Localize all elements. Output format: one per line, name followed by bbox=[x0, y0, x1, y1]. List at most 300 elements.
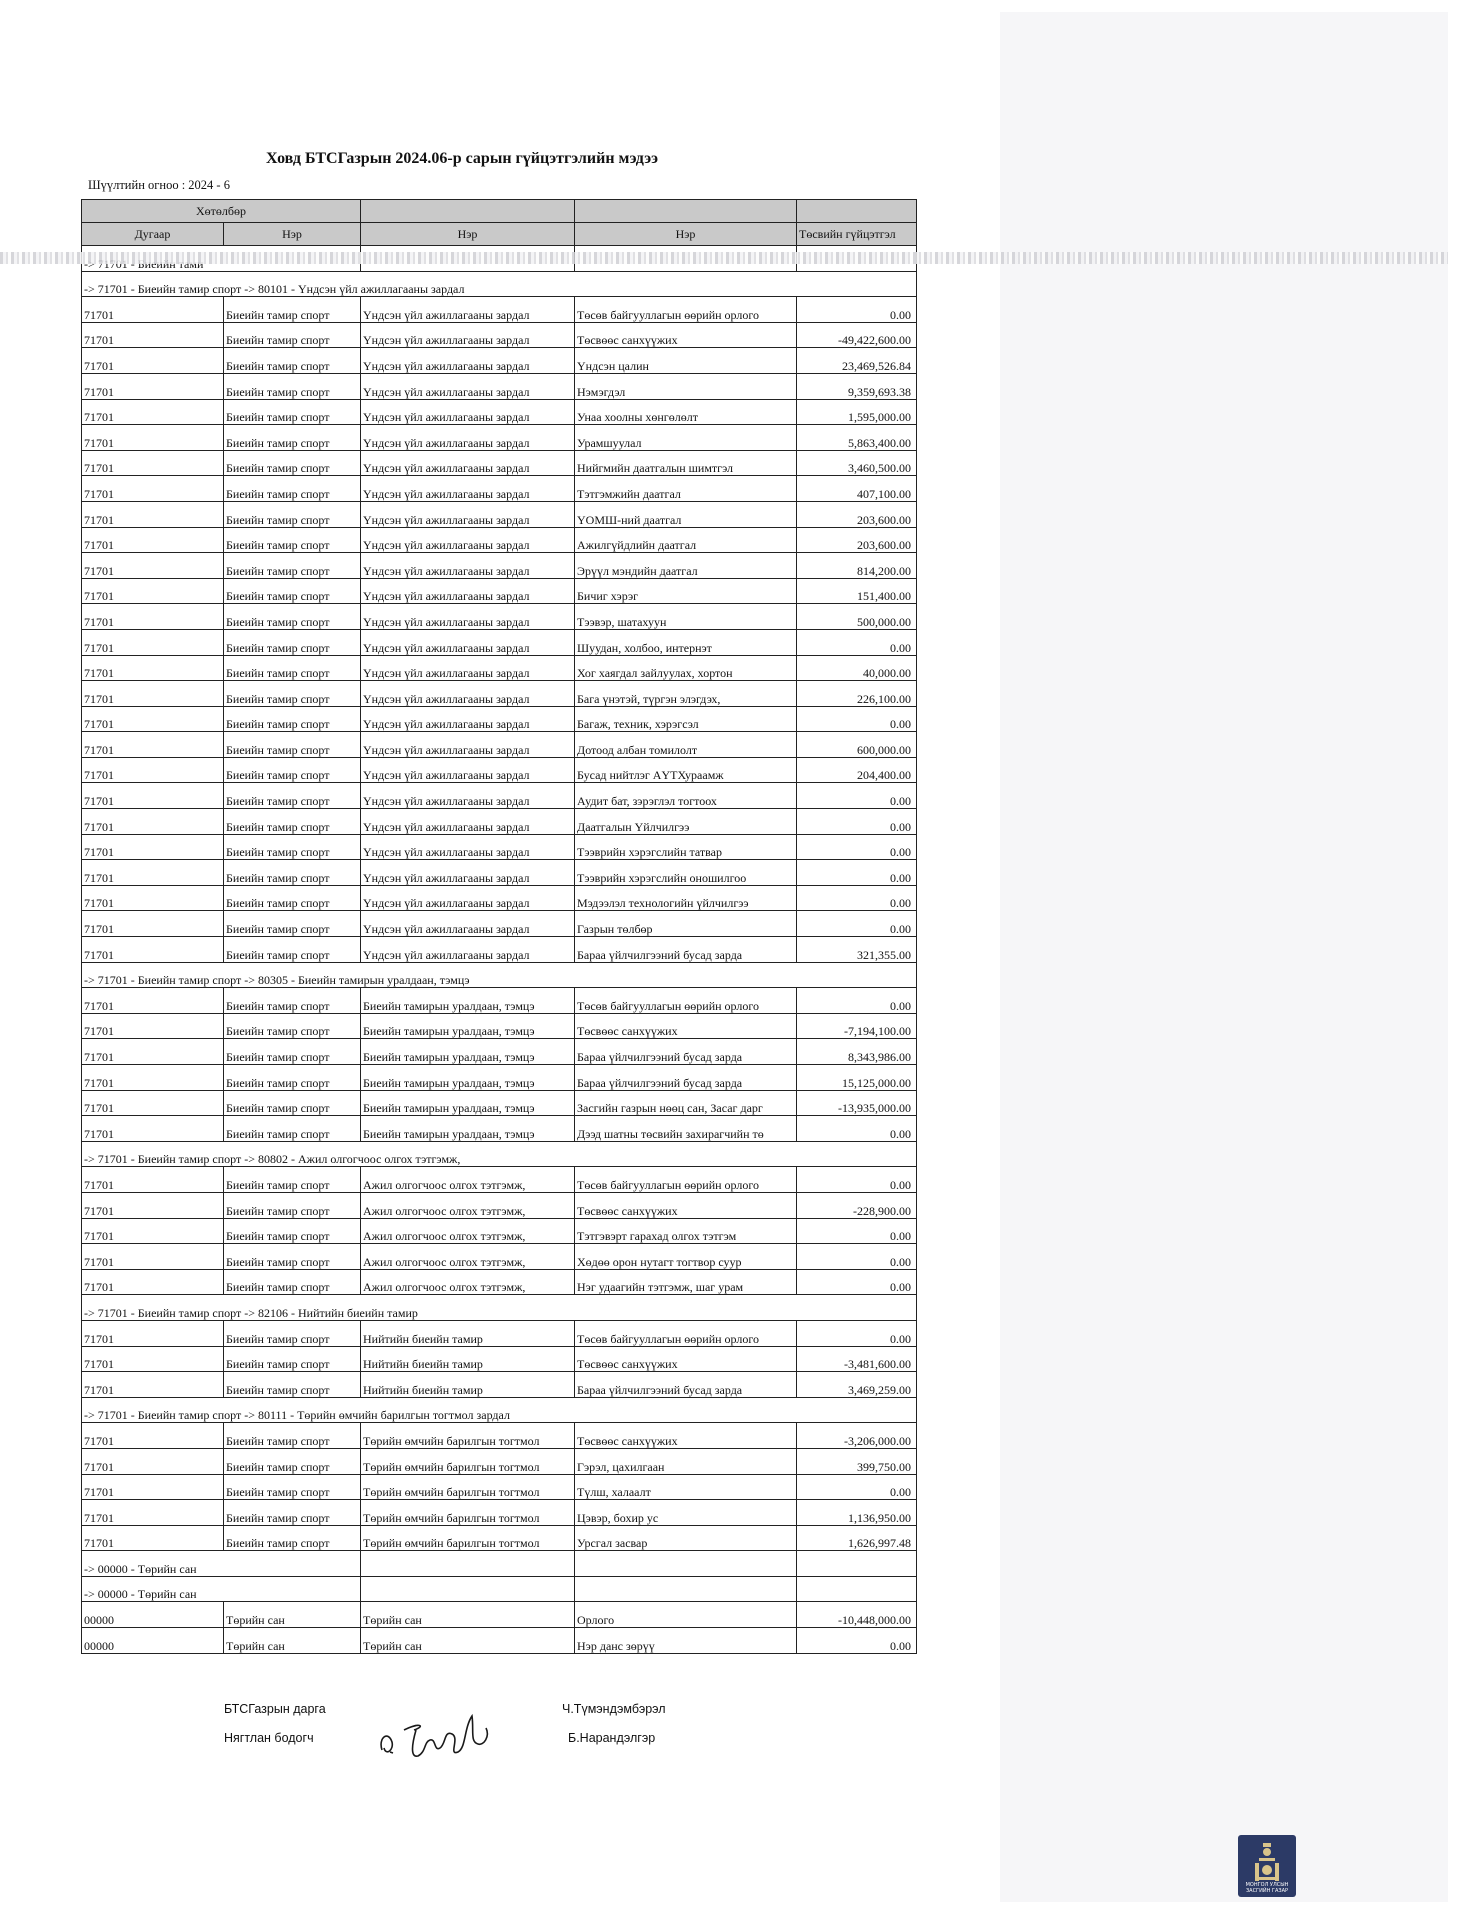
cell-amount: 0.00 bbox=[797, 1218, 917, 1244]
cell-program: Төрийн сан bbox=[224, 1628, 361, 1654]
cell-activity: Төрийн өмчийн барилгын тогтмол bbox=[361, 1448, 575, 1474]
cell-activity: Биеийн тамирын уралдаан, тэмцэ bbox=[361, 1039, 575, 1065]
cell-item: Үндсэн цалин bbox=[575, 348, 797, 374]
cell-item: Хог хаягдал зайлуулах, хортон bbox=[575, 655, 797, 681]
cell-code: 71701 bbox=[82, 1192, 224, 1218]
cell-activity: Биеийн тамирын уралдаан, тэмцэ bbox=[361, 1090, 575, 1116]
cell-code: 71701 bbox=[82, 1474, 224, 1500]
cell-amount: 151,400.00 bbox=[797, 578, 917, 604]
cell-item: Бараа үйлчилгээний бусад зарда bbox=[575, 1039, 797, 1065]
cell-amount: 9,359,693.38 bbox=[797, 373, 917, 399]
cell-amount: 407,100.00 bbox=[797, 476, 917, 502]
cell-activity: Үндсэн үйл ажиллагааны зардал bbox=[361, 655, 575, 681]
table-row bbox=[82, 1013, 917, 1039]
table-row bbox=[82, 1423, 917, 1449]
cell-amount: 0.00 bbox=[797, 885, 917, 911]
cell-amount: -49,422,600.00 bbox=[797, 322, 917, 348]
header-blank bbox=[575, 200, 797, 223]
cell-activity: Төрийн өмчийн барилгын тогтмол bbox=[361, 1500, 575, 1526]
table-row bbox=[82, 1525, 917, 1551]
table-row bbox=[82, 732, 917, 758]
cell-program: Биеийн тамир спорт bbox=[224, 1474, 361, 1500]
group-label: -> 71701 - Биеийн тамир спорт -> 80111 - Төрийн өмчийн барилгын тогтмол зардал bbox=[82, 1397, 917, 1423]
cell-program: Биеийн тамир спорт bbox=[224, 1116, 361, 1142]
cell-code: 71701 bbox=[82, 681, 224, 707]
cell-program: Биеийн тамир спорт bbox=[224, 373, 361, 399]
filter-date: Шүүлтийн огноо : 2024 - 6 bbox=[88, 178, 230, 192]
cell-activity: Үндсэн үйл ажиллагааны зардал bbox=[361, 706, 575, 732]
cell-activity: Нийтийн биеийн тамир bbox=[361, 1346, 575, 1372]
cell-program: Биеийн тамир спорт bbox=[224, 1448, 361, 1474]
cell-program: Биеийн тамир спорт bbox=[224, 911, 361, 937]
cell-activity: Нийтийн биеийн тамир bbox=[361, 1372, 575, 1398]
cell-program: Биеийн тамир спорт bbox=[224, 1320, 361, 1346]
cell-program: Биеийн тамир спорт bbox=[224, 988, 361, 1014]
table-row bbox=[82, 1269, 917, 1295]
cell-amount: 0.00 bbox=[797, 706, 917, 732]
cell-item: Тэтгэмжийн даатгал bbox=[575, 476, 797, 502]
cell-code: 71701 bbox=[82, 348, 224, 374]
cell-amount: 600,000.00 bbox=[797, 732, 917, 758]
header-name: Нэр bbox=[575, 223, 797, 246]
cell-amount: 0.00 bbox=[797, 860, 917, 886]
table-row bbox=[82, 1167, 917, 1193]
cell-program: Биеийн тамир спорт bbox=[224, 681, 361, 707]
cell-code: 71701 bbox=[82, 732, 224, 758]
signer-name-accountant: Б.Нарандэлгэр bbox=[568, 1731, 656, 1745]
table-row bbox=[82, 681, 917, 707]
cell-program: Биеийн тамир спорт bbox=[224, 834, 361, 860]
cell-program: Биеийн тамир спорт bbox=[224, 604, 361, 630]
cell-program: Биеийн тамир спорт bbox=[224, 1192, 361, 1218]
cell-program: Биеийн тамир спорт bbox=[224, 425, 361, 451]
cell-program: Биеийн тамир спорт bbox=[224, 1167, 361, 1193]
cell-code: 71701 bbox=[82, 1525, 224, 1551]
signer-name-director: Ч.Түмэндэмбэрэл bbox=[562, 1702, 666, 1716]
cell-code: 71701 bbox=[82, 1013, 224, 1039]
table-row bbox=[82, 578, 917, 604]
cell-program: Биеийн тамир спорт bbox=[224, 1500, 361, 1526]
cell-program: Биеийн тамир спорт bbox=[224, 1423, 361, 1449]
cell-item: Тэтгэвэрт гарахад олгох тэтгэм bbox=[575, 1218, 797, 1244]
cell-program: Биеийн тамир спорт bbox=[224, 1525, 361, 1551]
group-label: -> 71701 - Биеийн тамир спорт -> 82106 - Нийтийн биеийн тамир bbox=[82, 1295, 917, 1321]
cell-item: Шуудан, холбоо, интернэт bbox=[575, 629, 797, 655]
cell-program: Биеийн тамир спорт bbox=[224, 1244, 361, 1270]
cell-code: 71701 bbox=[82, 1039, 224, 1065]
cell-activity: Үндсэн үйл ажиллагааны зардал bbox=[361, 937, 575, 963]
cell-amount: 0.00 bbox=[797, 1116, 917, 1142]
cell-amount: 0.00 bbox=[797, 783, 917, 809]
cell-code: 71701 bbox=[82, 399, 224, 425]
cell-code: 71701 bbox=[82, 578, 224, 604]
cell-program: Биеийн тамир спорт bbox=[224, 553, 361, 579]
table-row bbox=[82, 783, 917, 809]
header-program: Хөтөлбөр bbox=[82, 200, 361, 223]
document-title: Ховд БТСГазрын 2024.06-р сарын гүйцэтгэлийн мэдээ bbox=[266, 150, 659, 167]
cell-activity: Ажил олгогчоос олгох тэтгэмж, bbox=[361, 1218, 575, 1244]
cell-activity: Биеийн тамирын уралдаан, тэмцэ bbox=[361, 1065, 575, 1091]
table-row bbox=[82, 1039, 917, 1065]
cell-item: Нэмэгдэл bbox=[575, 373, 797, 399]
cell-program: Биеийн тамир спорт bbox=[224, 1346, 361, 1372]
cell-item: Бараа үйлчилгээний бусад зарда bbox=[575, 937, 797, 963]
cell-code: 71701 bbox=[82, 1346, 224, 1372]
table-header-program-row bbox=[82, 200, 917, 223]
group-label: -> 71701 - Биеийн тамир спорт -> 80305 - Биеийн тамирын уралдаан, тэмцэ bbox=[82, 962, 917, 988]
cell-activity: Биеийн тамирын уралдаан, тэмцэ bbox=[361, 1013, 575, 1039]
cell-code: 71701 bbox=[82, 1448, 224, 1474]
cell-amount: 23,469,526.84 bbox=[797, 348, 917, 374]
cell-amount: 0.00 bbox=[797, 809, 917, 835]
cell-item: Төсөв байгууллагын өөрийн орлого bbox=[575, 1320, 797, 1346]
cell-amount: -3,206,000.00 bbox=[797, 1423, 917, 1449]
cell-amount: 0.00 bbox=[797, 629, 917, 655]
group-header-row bbox=[82, 271, 917, 297]
cell-amount: 399,750.00 bbox=[797, 1448, 917, 1474]
subtotal-row bbox=[82, 1576, 917, 1602]
table-row bbox=[82, 1065, 917, 1091]
cell-amount: 3,469,259.00 bbox=[797, 1372, 917, 1398]
empty-cell bbox=[361, 1576, 575, 1602]
cell-code: 71701 bbox=[82, 988, 224, 1014]
cell-activity: Төрийн өмчийн барилгын тогтмол bbox=[361, 1525, 575, 1551]
cell-program: Биеийн тамир спорт bbox=[224, 655, 361, 681]
cell-amount: 814,200.00 bbox=[797, 553, 917, 579]
government-emblem bbox=[1238, 1835, 1296, 1897]
cell-activity: Үндсэн үйл ажиллагааны зардал bbox=[361, 297, 575, 323]
cell-amount: 204,400.00 bbox=[797, 757, 917, 783]
cell-activity: Биеийн тамирын уралдаан, тэмцэ bbox=[361, 988, 575, 1014]
cell-code: 71701 bbox=[82, 1218, 224, 1244]
cell-item: Гэрэл, цахилгаан bbox=[575, 1448, 797, 1474]
cell-program: Төрийн сан bbox=[224, 1602, 361, 1628]
cell-item: Засгийн газрын нөөц сан, Засаг дарг bbox=[575, 1090, 797, 1116]
performance-table bbox=[81, 199, 917, 1654]
cell-code: 71701 bbox=[82, 1090, 224, 1116]
cell-activity: Үндсэн үйл ажиллагааны зардал bbox=[361, 450, 575, 476]
cell-item: Төсөв байгууллагын өөрийн орлого bbox=[575, 297, 797, 323]
table-row bbox=[82, 604, 917, 630]
cell-amount: -228,900.00 bbox=[797, 1192, 917, 1218]
cell-amount: 0.00 bbox=[797, 911, 917, 937]
cell-program: Биеийн тамир спорт bbox=[224, 1269, 361, 1295]
header-name: Нэр bbox=[361, 223, 575, 246]
cell-amount: -10,448,000.00 bbox=[797, 1602, 917, 1628]
header-budget-performance: Төсвийн гүйцэтгэл bbox=[797, 223, 917, 246]
cell-code: 71701 bbox=[82, 911, 224, 937]
cell-program: Биеийн тамир спорт bbox=[224, 809, 361, 835]
table-row bbox=[82, 1602, 917, 1628]
table-row bbox=[82, 1244, 917, 1270]
cell-item: Бусад нийтлэг АҮТХураамж bbox=[575, 757, 797, 783]
table-row bbox=[82, 1628, 917, 1654]
cell-item: Төсвөөс санхүүжих bbox=[575, 1346, 797, 1372]
cell-item: Бараа үйлчилгээний бусад зарда bbox=[575, 1065, 797, 1091]
cell-code: 71701 bbox=[82, 937, 224, 963]
cell-amount: 226,100.00 bbox=[797, 681, 917, 707]
cell-item: Бараа үйлчилгээний бусад зарда bbox=[575, 1372, 797, 1398]
cell-code: 71701 bbox=[82, 1269, 224, 1295]
table-row bbox=[82, 655, 917, 681]
cell-activity: Ажил олгогчоос олгох тэтгэмж, bbox=[361, 1269, 575, 1295]
cell-code: 71701 bbox=[82, 783, 224, 809]
table-row bbox=[82, 1346, 917, 1372]
cell-activity: Үндсэн үйл ажиллагааны зардал bbox=[361, 629, 575, 655]
cell-item: Нэг удаагийн тэтгэмж, шаг урам bbox=[575, 1269, 797, 1295]
cell-item: ҮОМШ-ний даатгал bbox=[575, 501, 797, 527]
table-row bbox=[82, 911, 917, 937]
table-row bbox=[82, 629, 917, 655]
cell-code: 71701 bbox=[82, 809, 224, 835]
cell-code: 71701 bbox=[82, 1116, 224, 1142]
cell-item: Төсвөөс санхүүжих bbox=[575, 322, 797, 348]
table-row bbox=[82, 1218, 917, 1244]
cell-program: Биеийн тамир спорт bbox=[224, 1013, 361, 1039]
cell-program: Биеийн тамир спорт bbox=[224, 706, 361, 732]
cell-amount: 0.00 bbox=[797, 1167, 917, 1193]
cell-amount: -7,194,100.00 bbox=[797, 1013, 917, 1039]
cell-item: Тээврийн хэрэгслийн оношилгоо bbox=[575, 860, 797, 886]
cell-amount: 1,595,000.00 bbox=[797, 399, 917, 425]
cell-item: Тээвэр, шатахуун bbox=[575, 604, 797, 630]
table-row bbox=[82, 937, 917, 963]
cell-item: Урсгал засвар bbox=[575, 1525, 797, 1551]
cell-code: 00000 bbox=[82, 1602, 224, 1628]
cell-amount: 0.00 bbox=[797, 834, 917, 860]
cell-activity: Үндсэн үйл ажиллагааны зардал bbox=[361, 373, 575, 399]
cell-code: 71701 bbox=[82, 1500, 224, 1526]
cell-amount: 203,600.00 bbox=[797, 527, 917, 553]
cell-item: Түлш, халаалт bbox=[575, 1474, 797, 1500]
subtotal-label: -> 00000 - Төрийн сан bbox=[82, 1551, 361, 1577]
cell-amount: 0.00 bbox=[797, 297, 917, 323]
table-row bbox=[82, 834, 917, 860]
cell-program: Биеийн тамир спорт bbox=[224, 1218, 361, 1244]
table-row bbox=[82, 527, 917, 553]
cell-activity: Үндсэн үйл ажиллагааны зардал bbox=[361, 527, 575, 553]
cell-code: 71701 bbox=[82, 476, 224, 502]
cell-code: 71701 bbox=[82, 450, 224, 476]
cell-code: 71701 bbox=[82, 425, 224, 451]
cell-item: Төсвөөс санхүүжих bbox=[575, 1013, 797, 1039]
cell-activity: Үндсэн үйл ажиллагааны зардал bbox=[361, 834, 575, 860]
cell-item: Багаж, техник, хэрэгсэл bbox=[575, 706, 797, 732]
header-blank bbox=[361, 200, 575, 223]
cell-amount: 15,125,000.00 bbox=[797, 1065, 917, 1091]
cell-activity: Үндсэн үйл ажиллагааны зардал bbox=[361, 476, 575, 502]
cell-amount: 1,136,950.00 bbox=[797, 1500, 917, 1526]
cell-amount: 3,460,500.00 bbox=[797, 450, 917, 476]
signer-role-director: БТСГазрын дарга bbox=[224, 1702, 326, 1716]
cell-program: Биеийн тамир спорт bbox=[224, 297, 361, 323]
scan-background-tint bbox=[1000, 12, 1448, 1902]
table-row bbox=[82, 860, 917, 886]
cell-code: 71701 bbox=[82, 604, 224, 630]
header-number: Дугаар bbox=[82, 223, 224, 246]
cell-activity: Үндсэн үйл ажиллагааны зардал bbox=[361, 681, 575, 707]
cell-activity: Төрийн сан bbox=[361, 1628, 575, 1654]
cell-program: Биеийн тамир спорт bbox=[224, 322, 361, 348]
cell-item: Төсөв байгууллагын өөрийн орлого bbox=[575, 1167, 797, 1193]
cell-program: Биеийн тамир спорт bbox=[224, 450, 361, 476]
cell-amount: 8,343,986.00 bbox=[797, 1039, 917, 1065]
cell-activity: Нийтийн биеийн тамир bbox=[361, 1320, 575, 1346]
cell-program: Биеийн тамир спорт bbox=[224, 860, 361, 886]
table-row bbox=[82, 322, 917, 348]
table-row bbox=[82, 1116, 917, 1142]
cell-code: 71701 bbox=[82, 527, 224, 553]
cell-amount: 0.00 bbox=[797, 1474, 917, 1500]
cell-amount: -13,935,000.00 bbox=[797, 1090, 917, 1116]
cell-activity: Үндсэн үйл ажиллагааны зардал bbox=[361, 911, 575, 937]
cell-activity: Үндсэн үйл ажиллагааны зардал bbox=[361, 757, 575, 783]
cell-program: Биеийн тамир спорт bbox=[224, 937, 361, 963]
table-row bbox=[82, 885, 917, 911]
cell-code: 71701 bbox=[82, 860, 224, 886]
table-row bbox=[82, 399, 917, 425]
cell-program: Биеийн тамир спорт bbox=[224, 399, 361, 425]
cell-item: Ажилгүйдлийн даатгал bbox=[575, 527, 797, 553]
cell-item: Дээд шатны төсвийн захирагчийн тө bbox=[575, 1116, 797, 1142]
cell-code: 71701 bbox=[82, 885, 224, 911]
cell-code: 71701 bbox=[82, 1167, 224, 1193]
cell-activity: Үндсэн үйл ажиллагааны зардал bbox=[361, 783, 575, 809]
cell-item: Төсвөөс санхүүжих bbox=[575, 1423, 797, 1449]
cell-program: Биеийн тамир спорт bbox=[224, 732, 361, 758]
cell-activity: Төрийн өмчийн барилгын тогтмол bbox=[361, 1423, 575, 1449]
cell-activity: Үндсэн үйл ажиллагааны зардал bbox=[361, 578, 575, 604]
cell-item: Газрын төлбөр bbox=[575, 911, 797, 937]
table-row bbox=[82, 425, 917, 451]
table-row bbox=[82, 1192, 917, 1218]
cell-amount: 0.00 bbox=[797, 1244, 917, 1270]
cell-program: Биеийн тамир спорт bbox=[224, 578, 361, 604]
cell-activity: Үндсэн үйл ажиллагааны зардал bbox=[361, 885, 575, 911]
cell-item: Даатгалын Үйлчилгээ bbox=[575, 809, 797, 835]
cell-code: 71701 bbox=[82, 629, 224, 655]
subtotal-label: -> 00000 - Төрийн сан bbox=[82, 1576, 361, 1602]
table-row bbox=[82, 706, 917, 732]
table-row bbox=[82, 1500, 917, 1526]
cell-activity: Биеийн тамирын уралдаан, тэмцэ bbox=[361, 1116, 575, 1142]
cell-item: Эрүүл мэндийн даатгал bbox=[575, 553, 797, 579]
cell-item: Унаа хоолны хөнгөлөлт bbox=[575, 399, 797, 425]
cell-activity: Ажил олгогчоос олгох тэтгэмж, bbox=[361, 1167, 575, 1193]
group-header-row bbox=[82, 1141, 917, 1167]
cell-amount: 321,355.00 bbox=[797, 937, 917, 963]
cell-program: Биеийн тамир спорт bbox=[224, 757, 361, 783]
cell-item: Төсвөөс санхүүжих bbox=[575, 1192, 797, 1218]
table-row bbox=[82, 757, 917, 783]
cell-program: Биеийн тамир спорт bbox=[224, 1039, 361, 1065]
cell-code: 71701 bbox=[82, 297, 224, 323]
cell-activity: Үндсэн үйл ажиллагааны зардал bbox=[361, 732, 575, 758]
cell-activity: Ажил олгогчоос олгох тэтгэмж, bbox=[361, 1192, 575, 1218]
handwritten-signature bbox=[374, 1700, 506, 1766]
group-label: -> 71701 - Биеийн тамир спорт -> 80101 - Үндсэн үйл ажиллагааны зардал bbox=[82, 271, 917, 297]
cell-activity: Үндсэн үйл ажиллагааны зардал bbox=[361, 809, 575, 835]
cell-code: 71701 bbox=[82, 1244, 224, 1270]
cell-item: Цэвэр, бохир ус bbox=[575, 1500, 797, 1526]
cell-item: Дотоод албан томилолт bbox=[575, 732, 797, 758]
cell-code: 71701 bbox=[82, 1372, 224, 1398]
cell-code: 71701 bbox=[82, 834, 224, 860]
group-header-row bbox=[82, 962, 917, 988]
cell-code: 71701 bbox=[82, 655, 224, 681]
cell-program: Биеийн тамир спорт bbox=[224, 1065, 361, 1091]
empty-cell bbox=[797, 1576, 917, 1602]
group-header-row bbox=[82, 1295, 917, 1321]
cell-item: Бага үнэтэй, түргэн элэгдэх, bbox=[575, 681, 797, 707]
table-header-row bbox=[82, 223, 917, 246]
cell-amount: 0.00 bbox=[797, 1320, 917, 1346]
cell-program: Биеийн тамир спорт bbox=[224, 501, 361, 527]
cell-amount: 500,000.00 bbox=[797, 604, 917, 630]
cell-code: 71701 bbox=[82, 1065, 224, 1091]
cell-code: 71701 bbox=[82, 706, 224, 732]
empty-cell bbox=[797, 1551, 917, 1577]
table-row bbox=[82, 1448, 917, 1474]
table-row bbox=[82, 1090, 917, 1116]
cell-activity: Үндсэн үйл ажиллагааны зардал bbox=[361, 348, 575, 374]
table-row bbox=[82, 553, 917, 579]
cell-item: Мэдээлэл технологийн үйлчилгээ bbox=[575, 885, 797, 911]
table-row bbox=[82, 501, 917, 527]
cell-activity: Үндсэн үйл ажиллагааны зардал bbox=[361, 399, 575, 425]
cell-program: Биеийн тамир спорт bbox=[224, 783, 361, 809]
group-label: -> 71701 - Биеийн тамир спорт -> 80802 - Ажил олгогчоос олгох тэтгэмж, bbox=[82, 1141, 917, 1167]
cell-activity: Үндсэн үйл ажиллагааны зардал bbox=[361, 425, 575, 451]
cell-amount: 0.00 bbox=[797, 1269, 917, 1295]
cell-activity: Үндсэн үйл ажиллагааны зардал bbox=[361, 322, 575, 348]
group-header-row bbox=[82, 1397, 917, 1423]
scan-artifact-streak bbox=[0, 252, 1448, 264]
cell-activity: Төрийн сан bbox=[361, 1602, 575, 1628]
cell-amount: 40,000.00 bbox=[797, 655, 917, 681]
table-row bbox=[82, 373, 917, 399]
cell-activity: Ажил олгогчоос олгох тэтгэмж, bbox=[361, 1244, 575, 1270]
cell-item: Аудит бат, зэрэглэл тогтоох bbox=[575, 783, 797, 809]
cell-amount: 5,863,400.00 bbox=[797, 425, 917, 451]
cell-code: 71701 bbox=[82, 501, 224, 527]
cell-amount: 0.00 bbox=[797, 1628, 917, 1654]
cell-item: Хөдөө орон нутагт тогтвор суур bbox=[575, 1244, 797, 1270]
cell-item: Урамшуулал bbox=[575, 425, 797, 451]
cell-program: Биеийн тамир спорт bbox=[224, 1090, 361, 1116]
empty-cell bbox=[575, 1551, 797, 1577]
cell-amount: 0.00 bbox=[797, 988, 917, 1014]
cell-activity: Үндсэн үйл ажиллагааны зардал bbox=[361, 553, 575, 579]
signer-role-accountant: Нягтлан бодогч bbox=[224, 1731, 314, 1745]
cell-amount: 1,626,997.48 bbox=[797, 1525, 917, 1551]
cell-activity: Үндсэн үйл ажиллагааны зардал bbox=[361, 501, 575, 527]
empty-cell bbox=[361, 1551, 575, 1577]
cell-item: Тээврийн хэрэгслийн татвар bbox=[575, 834, 797, 860]
cell-program: Биеийн тамир спорт bbox=[224, 476, 361, 502]
cell-code: 71701 bbox=[82, 373, 224, 399]
cell-amount: 203,600.00 bbox=[797, 501, 917, 527]
table-row bbox=[82, 450, 917, 476]
cell-program: Биеийн тамир спорт bbox=[224, 348, 361, 374]
table-row bbox=[82, 348, 917, 374]
cell-item: Орлого bbox=[575, 1602, 797, 1628]
cell-activity: Төрийн өмчийн барилгын тогтмол bbox=[361, 1474, 575, 1500]
cell-item: Нэр данс зөрүү bbox=[575, 1628, 797, 1654]
cell-program: Биеийн тамир спорт bbox=[224, 629, 361, 655]
table-row bbox=[82, 809, 917, 835]
table-row bbox=[82, 476, 917, 502]
